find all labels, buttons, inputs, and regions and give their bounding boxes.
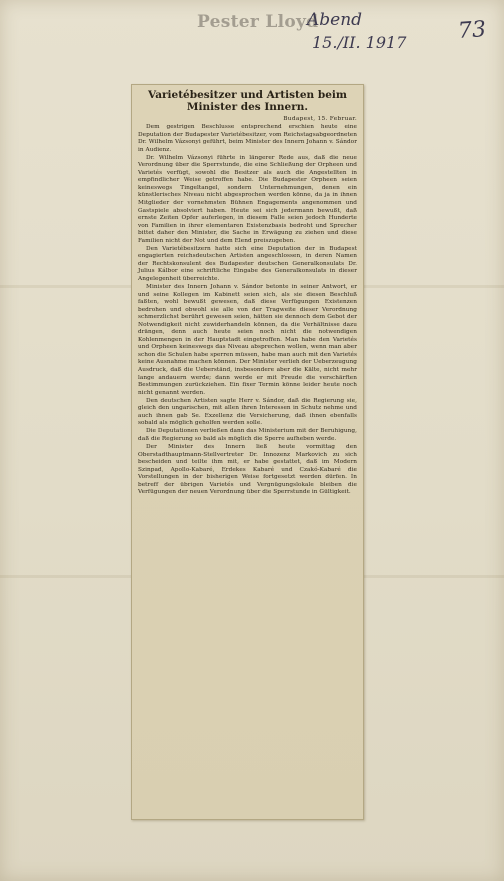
- newspaper-clipping: [131, 84, 364, 820]
- handwritten-date: 15./II. 1917: [312, 33, 407, 52]
- article-headline: Varietébesitzer und Artisten beim Minister des Innern.: [148, 89, 347, 113]
- article-paragraph: Dr. Wilhelm Vázsonyi führte in längerer Rede aus, daß die neue Verordnung über die Sperrstunde, die eine Schließung der Orpheen und Varietés verfügt, sowohl die Besitzer als auch die Angestellten in empfindlicher Weise getroffen habe. Die Budapester Orpheen seien keineswegs Tingeltangel, sondern Unternehmungen, denen ein künstlerisches Niveau nicht abgesprochen werden könne, da ja in ihnen Mitglieder der vornehmsten Bühnen Engagements angenommen und Gastspiele absolviert haben. Heute sei sich jedermann bewußt, daß ernste Zeiten Opfer auferlegen, in diesem Falle seien jedoch Hunderte von Familien in ihrer elementaren Existenzbasis bedroht und Sprecher bittet daher den Minister, die Sache in Erwägung zu ziehen und diese Familien nicht der Not und dem Elend preiszugeben.: [138, 154, 357, 244]
- handwritten-edition: Abend: [307, 10, 363, 30]
- article-paragraph: Dem gestrigen Beschlusse entsprechend erschien heute eine Deputation der Budapester Varietébesitzer, vom Reichstagsabgeordneten Dr. Wilhelm Vázsonyi geführt, beim Minister des Innern Johann v. Sándor in Audienz.: [138, 124, 357, 153]
- article-dateline: Budapest, 15. Februar.: [283, 116, 357, 122]
- handwritten-page-number: 73: [457, 17, 487, 44]
- article-paragraph: Der Minister des Innern ließ heute vormittag den Oberstadthauptmann-Stellvertreter Dr. Innozenz Markovich zu sich bescheiden und teilte ihm mit, er habe gestattet, daß im Modern Szinpad, Apollo-Kabaré, Erdekes Kabaré und Czakó-Kabaré die Vorstellungen in der bisherigen Weise fortgesetzt werden dürfen. In betreff der übrigen Varietés und Vergnügungslokale bleiben die Verfügungen der neuen Verordnung über die Sperrstunde in Gültigkeit.: [138, 443, 357, 496]
- article-paragraph: Den Varietébesitzern hatte sich eine Deputation der in Budapest engagierten reichsdeutschen Artisten angeschlossen, in deren Namen der Rechtskonsulent des Budapester deutschen Generalkonsulats Dr. Julius Kálbor eine schriftliche Eingabe des Generalkonsulats in dieser Angelegenheit überreichte.: [138, 245, 357, 282]
- article-paragraph: Den deutschen Artisten sagte Herr v. Sándor, daß die Regierung sie, gleich den ungarischen, mit allen ihren Interessen in Schutz nehme und auch ihnen gab Se. Exzellenz die Versicherung, daß ihnen ebenfalls sobald als möglich geholfen werden solle.: [138, 397, 357, 427]
- newspaper-stamp: Pester Lloyd: [197, 12, 319, 32]
- article-paragraph: Minister des Innern Johann v. Sándor betonte in seiner Antwort, er und seine Kollegen im Kabinett seien sich, als sie diesen Beschluß faßten, wohl bewußt gewesen, daß diese Verfügungen Existenzen bedrohen und obwohl sie alle von der Tragweite dieser Verordnung schmerzlichst berührt gewesen seien, hätten sie dennoch dem Gebot der Notwendigkeit nicht zuwiderhandeln können, da die Verhältnisse dazu drängen, denn auch heute seien noch nicht die notwendigen Kohlenmengen in der Hauptstadt eingetroffen. Man habe den Varietés und Orpheen keineswegs das Niveau absprechen wollen, wenn man aber schon die Schulen habe sperren müssen, habe man auch mit den Varietés keine Ausnahme machen können. Der Minister verlieh der Ueberzeugung Ausdruck, daß die Ueberständ, insbesondere aber die Kälte, nicht mehr lange andauern werde; dann werde er mit Freude die verschärften Bestimmungen zurückziehen. Ein fixer Termin könne leider heute noch nicht genannt werden.: [138, 283, 357, 396]
- article-paragraph: Die Deputationen verließen dann das Ministerium mit der Beruhigung, daß die Regierung so bald als möglich die Sperre aufheben werde.: [138, 428, 357, 442]
